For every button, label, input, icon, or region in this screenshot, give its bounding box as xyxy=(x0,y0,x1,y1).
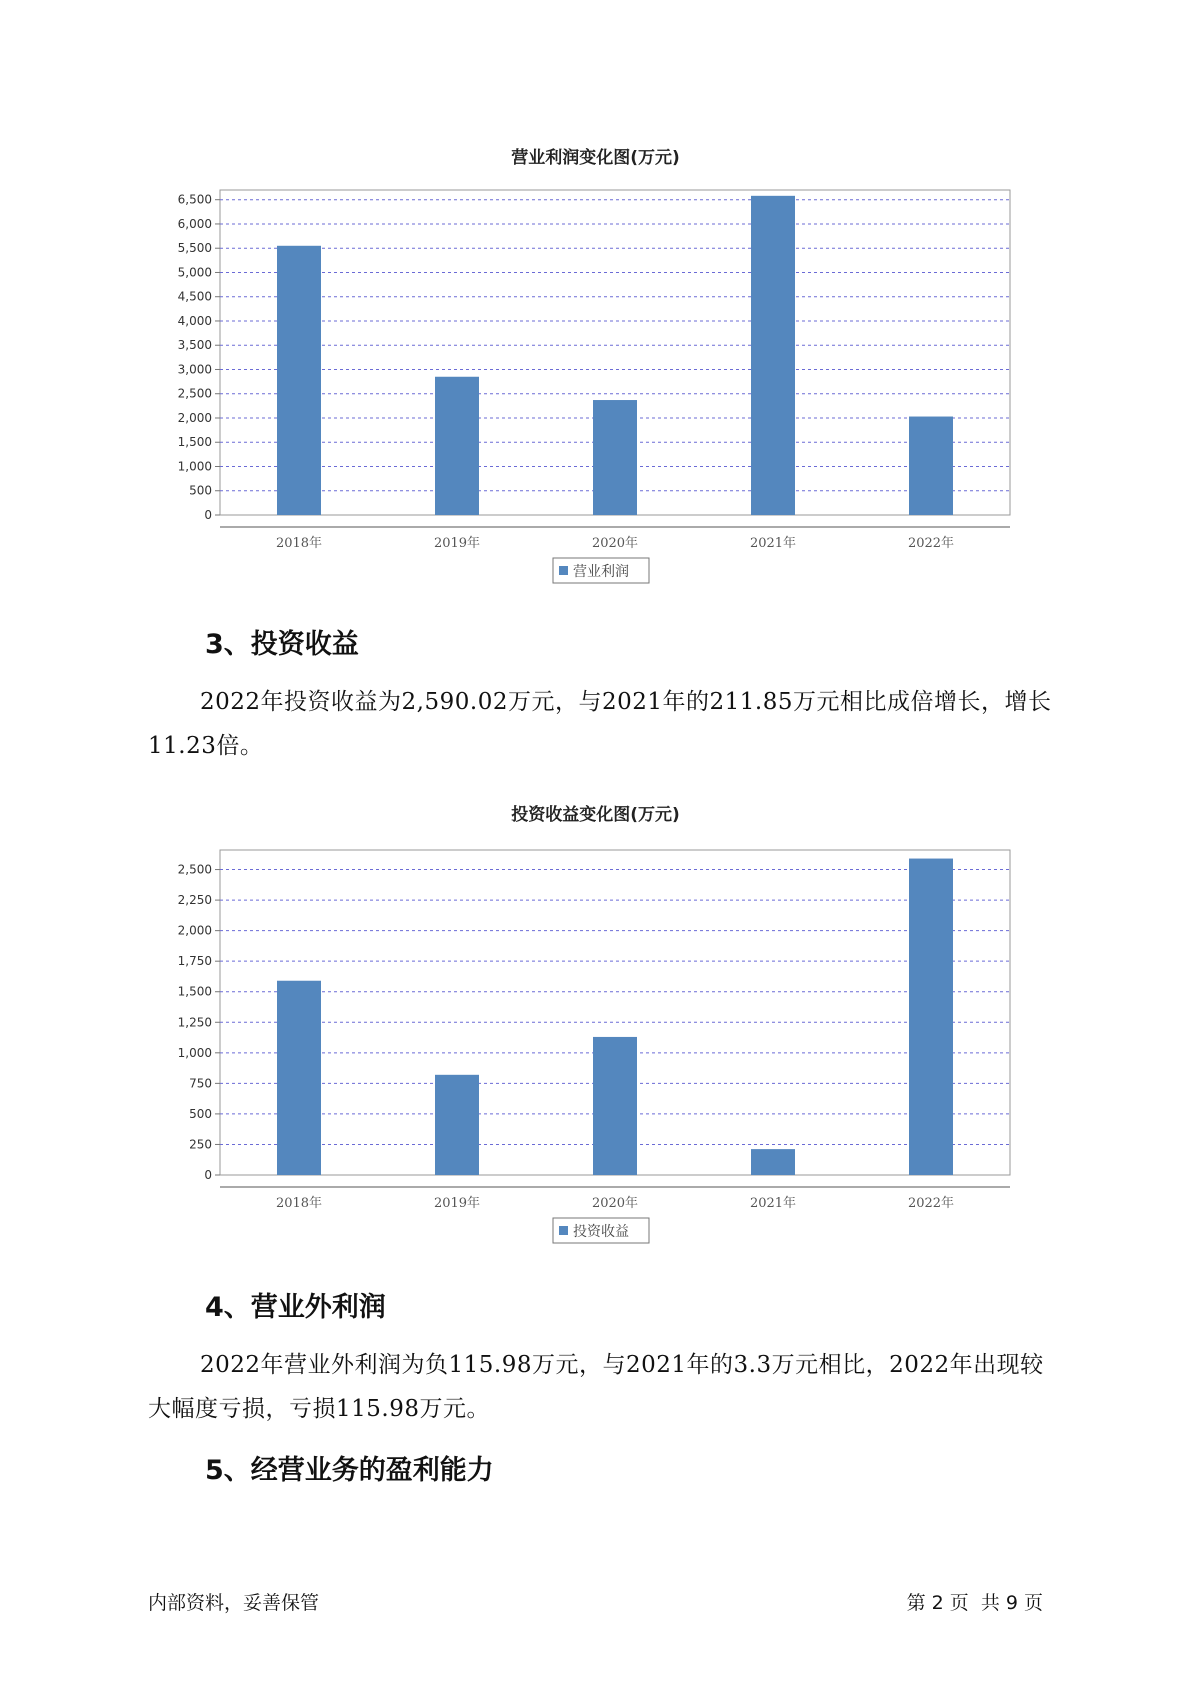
investment-x-tick-label: 2022年 xyxy=(907,1196,955,1211)
investment-y-tick-label: 0 xyxy=(204,1168,212,1182)
investment-bar xyxy=(909,859,953,1175)
profit-y-tick-label: 3,500 xyxy=(177,338,212,353)
investment-bar xyxy=(435,1075,479,1175)
footer-confidential-note: 内部资料，妥善保管 xyxy=(148,1592,320,1614)
investment-x-tick-label: 2021年 xyxy=(749,1196,797,1211)
investment-y-tick-label: 1,250 xyxy=(177,1015,212,1030)
profit-y-tick-label: 1,000 xyxy=(177,459,212,474)
profit-y-tick-label: 2,000 xyxy=(177,410,212,425)
profit-bar xyxy=(277,246,321,515)
profit-y-tick-label: 4,000 xyxy=(177,313,212,328)
investment-chart-title: 投资收益变化图(万元) xyxy=(511,805,680,825)
profit-chart xyxy=(0,170,1191,590)
section-4-paragraph: 2022年营业外利润为负115.98万元，与2021年的3.3万元相比，2022年出现较大幅度亏损，亏损115.98万元。 xyxy=(148,1352,1044,1422)
investment-x-tick-label: 2019年 xyxy=(433,1196,481,1211)
investment-y-tick-label: 750 xyxy=(189,1076,212,1091)
profit-x-tick-label: 2019年 xyxy=(433,536,481,551)
investment-bar xyxy=(593,1037,637,1175)
section-5-heading: 5、经营业务的盈利能力 xyxy=(205,1455,494,1486)
investment-y-tick-label: 2,500 xyxy=(177,862,212,877)
investment-y-tick-label: 250 xyxy=(189,1137,212,1152)
profit-y-tick-label: 0 xyxy=(204,508,212,522)
profit-bar xyxy=(435,377,479,515)
profit-chart-title: 营业利润变化图(万元) xyxy=(511,148,680,168)
profit-legend-swatch xyxy=(559,566,568,575)
profit-y-tick-label: 3,000 xyxy=(177,362,212,377)
profit-x-tick-label: 2022年 xyxy=(907,536,955,551)
section-4-heading: 4、营业外利润 xyxy=(205,1292,386,1323)
investment-legend-swatch xyxy=(559,1226,568,1235)
investment-x-tick-label: 2018年 xyxy=(275,1196,323,1211)
investment-y-tick-label: 1,000 xyxy=(177,1045,212,1060)
investment-y-tick-label: 2,250 xyxy=(177,893,212,908)
profit-legend-label: 营业利润 xyxy=(573,564,629,580)
profit-y-tick-label: 2,500 xyxy=(177,386,212,401)
footer-page-number: 第 2 页 共 9 页 xyxy=(906,1592,1043,1614)
profit-y-tick-label: 5,000 xyxy=(177,265,212,280)
investment-y-tick-label: 2,000 xyxy=(177,923,212,938)
profit-y-tick-label: 5,500 xyxy=(177,241,212,256)
profit-y-tick-label: 1,500 xyxy=(177,435,212,450)
profit-y-tick-label: 4,500 xyxy=(177,289,212,304)
profit-y-tick-label: 6,000 xyxy=(177,216,212,231)
section-3-heading: 3、投资收益 xyxy=(205,629,359,660)
investment-y-tick-label: 1,750 xyxy=(177,954,212,969)
profit-y-tick-label: 6,500 xyxy=(177,192,212,207)
investment-chart xyxy=(0,830,1191,1250)
profit-bar xyxy=(909,417,953,515)
profit-y-tick-label: 500 xyxy=(189,483,212,498)
investment-bar xyxy=(751,1149,795,1175)
profit-bar xyxy=(751,196,795,515)
investment-bar xyxy=(277,981,321,1175)
profit-bar xyxy=(593,400,637,515)
investment-y-tick-label: 500 xyxy=(189,1106,212,1121)
section-3-paragraph: 2022年投资收益为2,590.02万元，与2021年的211.85万元相比成倍增长，增长11.23倍。 xyxy=(148,689,1052,759)
investment-legend-label: 投资收益 xyxy=(573,1224,629,1240)
profit-x-tick-label: 2018年 xyxy=(275,536,323,551)
profit-x-tick-label: 2020年 xyxy=(591,536,639,551)
profit-x-tick-label: 2021年 xyxy=(749,536,797,551)
investment-y-tick-label: 1,500 xyxy=(177,984,212,999)
investment-x-tick-label: 2020年 xyxy=(591,1196,639,1211)
